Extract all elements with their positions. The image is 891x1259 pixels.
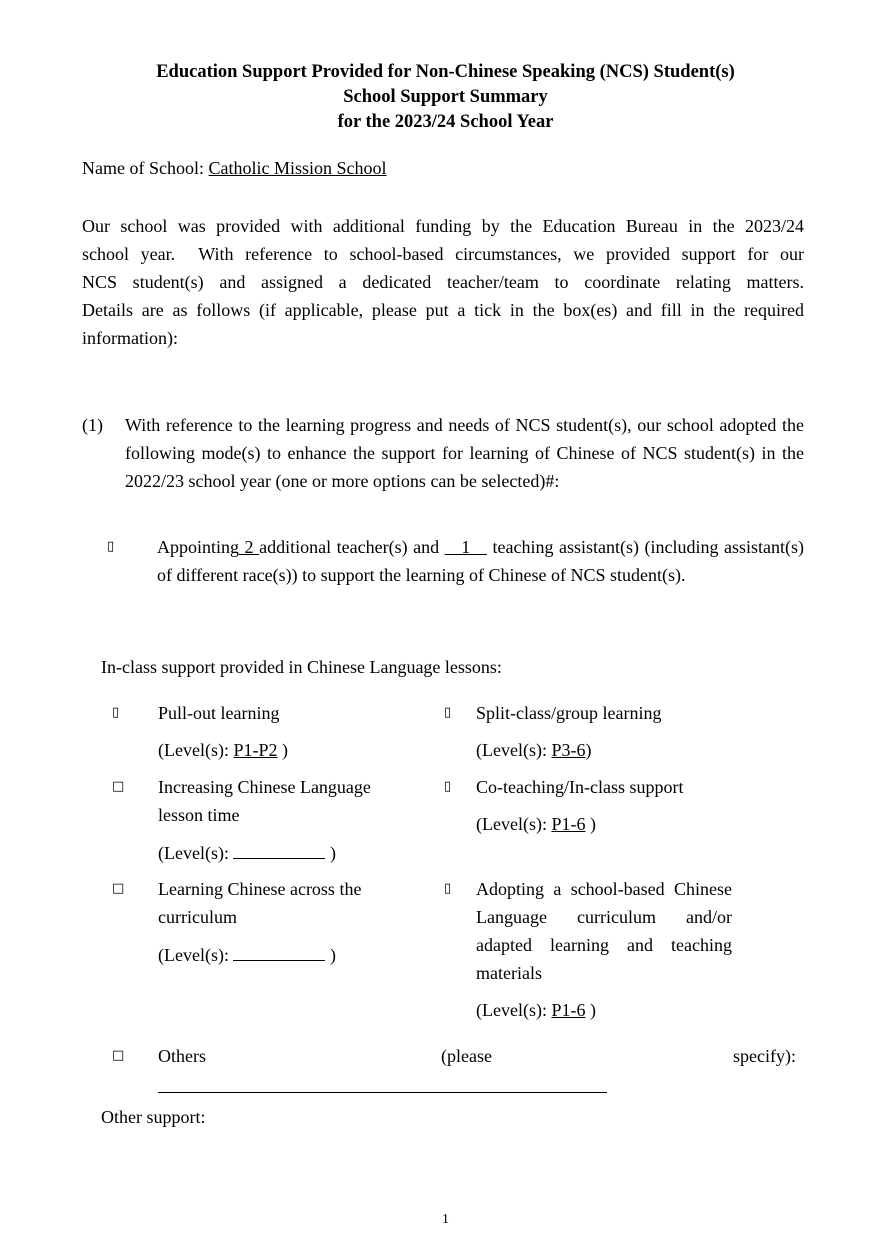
intro-line-3: NCS student(s) and assigned a dedicated teacher/team to coordinate relating matters.: [82, 272, 804, 292]
increasing-lesson-time-option: [158, 773, 398, 867]
page-number: 1: [442, 1212, 449, 1227]
appointing-suffix: teaching assistant(s) (including assistant(s) of different race(s)) to support the learning of Chinese of NCS student(s).: [157, 537, 805, 585]
others-please: (please: [441, 1046, 492, 1066]
level-suffix: ): [325, 843, 336, 863]
appointing-text: [157, 533, 804, 589]
inclass-support-label: In-class support provided in Chinese Language lessons:: [101, 657, 502, 677]
split-class-option: [476, 699, 732, 764]
across-curriculum-checkbox[interactable]: □: [112, 881, 125, 896]
appointing-prefix: Appointing: [157, 537, 240, 557]
coteaching-level: [476, 810, 732, 838]
others-specify: specify):: [733, 1046, 796, 1066]
assistants-count-field[interactable]: 1: [444, 537, 487, 557]
section-1-text: With reference to the learning progress and needs of NCS student(s), our school adopted the following mode(s) to enhance the support for learning of Chinese of NCS student(s) in the 2022/23 school year (one or more options can be selected)#:: [125, 415, 804, 491]
split-class-checkbox[interactable]: ▯: [444, 705, 452, 720]
across-curriculum-level-blank[interactable]: [233, 940, 325, 961]
intro-line-4: Details are as follows (if applicable, please put a tick in the box(es) and fill in the required: [82, 300, 804, 320]
across-curriculum-level: [158, 940, 398, 969]
intro-line-2: school year. With reference to school-based circumstances, we provided support for our: [82, 244, 804, 264]
increasing-lesson-time-level-blank[interactable]: [233, 838, 325, 859]
appointing-checkbox[interactable]: ▯: [107, 539, 115, 554]
pullout-option: [158, 699, 414, 764]
school-based-curriculum-checkbox[interactable]: ▯: [444, 881, 452, 896]
increasing-lesson-time-level: [158, 838, 398, 867]
level-prefix: (Level(s):: [476, 1000, 552, 1020]
intro-line-1: Our school was provided with additional funding by the Education Bureau in the 2023/24: [82, 216, 804, 236]
across-curriculum-label: Learning Chinese across the curriculum: [158, 879, 362, 927]
school-name-line: [82, 154, 387, 182]
level-prefix: (Level(s):: [476, 814, 552, 834]
level-suffix: ): [325, 945, 336, 965]
school-based-curriculum-option: [476, 875, 732, 1024]
school-name-value: Catholic Mission School: [208, 158, 387, 178]
level-suffix: ): [585, 740, 592, 760]
others-checkbox[interactable]: □: [112, 1048, 125, 1063]
increasing-lesson-time-label: Increasing Chinese Language lesson time: [158, 777, 371, 825]
coteaching-label: Co-teaching/In-class support: [476, 777, 684, 797]
split-class-label: Split-class/group learning: [476, 703, 662, 723]
pullout-label: Pull-out learning: [158, 703, 280, 723]
split-class-level-value[interactable]: P3-6: [551, 740, 586, 760]
level-prefix: (Level(s):: [158, 945, 234, 965]
school-based-curriculum-level-value[interactable]: P1-6: [551, 1000, 586, 1020]
level-prefix: (Level(s):: [158, 740, 234, 760]
intro-line-5: information):: [82, 328, 178, 348]
intro-paragraph: [82, 212, 804, 352]
coteaching-level-value[interactable]: P1-6: [551, 814, 586, 834]
school-based-curriculum-label: Adopting a school-based Chinese Language curriculum and/or adapted learning and teaching materials: [476, 879, 732, 983]
other-support-label: Other support:: [101, 1107, 206, 1127]
across-curriculum-option: [158, 875, 398, 969]
title-line-1: Education Support Provided for Non-Chinese Speaking (NCS) Student(s): [156, 62, 735, 82]
teachers-count-field[interactable]: 2: [239, 537, 260, 557]
coteaching-checkbox[interactable]: ▯: [444, 779, 452, 794]
pullout-level: [158, 736, 414, 764]
others-specify-field[interactable]: [158, 1072, 607, 1093]
others-label: Others: [158, 1046, 206, 1066]
level-suffix: ): [585, 814, 596, 834]
level-prefix: (Level(s):: [476, 740, 552, 760]
coteaching-option: [476, 773, 732, 838]
title-line-2: School Support Summary: [343, 87, 548, 107]
title-line-3: for the 2023/24 School Year: [337, 112, 554, 132]
school-name-label: Name of School:: [82, 158, 209, 178]
appointing-mid: additional teacher(s) and: [259, 537, 440, 557]
level-suffix: ): [277, 740, 288, 760]
increasing-lesson-time-checkbox[interactable]: □: [112, 779, 125, 794]
school-based-curriculum-level: [476, 996, 732, 1024]
level-suffix: ): [585, 1000, 596, 1020]
pullout-level-value[interactable]: P1-P2: [233, 740, 278, 760]
section-1-number: (1): [82, 415, 103, 435]
pullout-checkbox[interactable]: ▯: [112, 705, 120, 720]
split-class-level: [476, 736, 732, 764]
document-title: [0, 60, 891, 135]
level-prefix: (Level(s):: [158, 843, 234, 863]
